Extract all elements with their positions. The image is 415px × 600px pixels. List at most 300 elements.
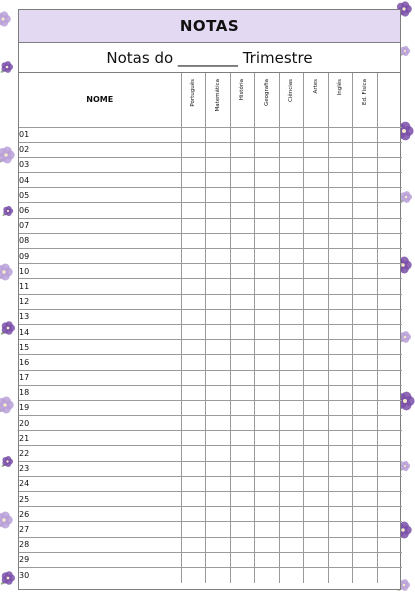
grade-cell[interactable] [353, 309, 378, 324]
grade-cell[interactable] [353, 127, 378, 142]
grade-cell[interactable] [377, 446, 402, 461]
student-name-cell[interactable]: 21 [19, 431, 181, 446]
grade-cell[interactable] [279, 157, 304, 172]
grade-cell[interactable] [230, 203, 255, 218]
grade-cell[interactable] [230, 279, 255, 294]
grade-cell[interactable] [279, 324, 304, 339]
grade-cell[interactable] [353, 446, 378, 461]
student-name-cell[interactable]: 19 [19, 400, 181, 415]
grade-cell[interactable] [377, 537, 402, 552]
grade-cell[interactable] [255, 294, 280, 309]
grade-cell[interactable] [279, 416, 304, 431]
grade-cell[interactable] [181, 461, 206, 476]
grade-cell[interactable] [328, 416, 353, 431]
grade-cell[interactable] [377, 157, 402, 172]
grade-cell[interactable] [328, 127, 353, 142]
grade-cell[interactable] [353, 522, 378, 537]
student-name-cell[interactable]: 24 [19, 476, 181, 491]
grade-cell[interactable] [230, 446, 255, 461]
grade-cell[interactable] [255, 249, 280, 264]
grade-cell[interactable] [230, 218, 255, 233]
grade-cell[interactable] [230, 370, 255, 385]
grade-cell[interactable] [304, 203, 329, 218]
grade-cell[interactable] [304, 173, 329, 188]
grade-cell[interactable] [304, 142, 329, 157]
grade-cell[interactable] [255, 446, 280, 461]
grade-cell[interactable] [328, 157, 353, 172]
grade-cell[interactable] [279, 355, 304, 370]
grade-cell[interactable] [279, 218, 304, 233]
grade-cell[interactable] [328, 249, 353, 264]
grade-cell[interactable] [279, 188, 304, 203]
grade-cell[interactable] [206, 522, 231, 537]
grade-cell[interactable] [279, 461, 304, 476]
grade-cell[interactable] [255, 492, 280, 507]
grade-cell[interactable] [230, 188, 255, 203]
student-name-cell[interactable]: 11 [19, 279, 181, 294]
grade-cell[interactable] [279, 522, 304, 537]
grade-cell[interactable] [181, 173, 206, 188]
grade-cell[interactable] [206, 173, 231, 188]
grade-cell[interactable] [255, 218, 280, 233]
student-name-cell[interactable]: 18 [19, 385, 181, 400]
grade-cell[interactable] [255, 476, 280, 491]
student-name-cell[interactable]: 03 [19, 157, 181, 172]
grade-cell[interactable] [279, 340, 304, 355]
grade-cell[interactable] [353, 324, 378, 339]
grade-cell[interactable] [304, 264, 329, 279]
grade-cell[interactable] [377, 142, 402, 157]
grade-cell[interactable] [206, 385, 231, 400]
grade-cell[interactable] [255, 522, 280, 537]
student-name-cell[interactable]: 28 [19, 537, 181, 552]
grade-cell[interactable] [304, 552, 329, 567]
grade-cell[interactable] [377, 400, 402, 415]
grade-cell[interactable] [230, 385, 255, 400]
grade-cell[interactable] [377, 127, 402, 142]
grade-cell[interactable] [206, 507, 231, 522]
grade-cell[interactable] [328, 309, 353, 324]
grade-cell[interactable] [328, 142, 353, 157]
grade-cell[interactable] [230, 324, 255, 339]
grade-cell[interactable] [279, 203, 304, 218]
grade-cell[interactable] [304, 446, 329, 461]
grade-cell[interactable] [328, 324, 353, 339]
grade-cell[interactable] [181, 340, 206, 355]
grade-cell[interactable] [328, 173, 353, 188]
grade-cell[interactable] [206, 294, 231, 309]
grade-cell[interactable] [377, 294, 402, 309]
grade-cell[interactable] [181, 264, 206, 279]
grade-cell[interactable] [328, 385, 353, 400]
student-name-cell[interactable]: 07 [19, 218, 181, 233]
grade-cell[interactable] [353, 157, 378, 172]
grade-cell[interactable] [181, 324, 206, 339]
grade-cell[interactable] [377, 567, 402, 582]
grade-cell[interactable] [377, 370, 402, 385]
grade-cell[interactable] [206, 142, 231, 157]
grade-cell[interactable] [353, 142, 378, 157]
grade-cell[interactable] [377, 522, 402, 537]
grade-cell[interactable] [353, 340, 378, 355]
grade-cell[interactable] [279, 233, 304, 248]
grade-cell[interactable] [181, 492, 206, 507]
grade-cell[interactable] [181, 294, 206, 309]
grade-cell[interactable] [279, 249, 304, 264]
grade-cell[interactable] [328, 476, 353, 491]
student-name-cell[interactable]: 06 [19, 203, 181, 218]
grade-cell[interactable] [377, 233, 402, 248]
grade-cell[interactable] [328, 370, 353, 385]
student-name-cell[interactable]: 22 [19, 446, 181, 461]
grade-cell[interactable] [377, 355, 402, 370]
grade-cell[interactable] [206, 431, 231, 446]
grade-cell[interactable] [206, 233, 231, 248]
grade-cell[interactable] [304, 385, 329, 400]
grade-cell[interactable] [279, 279, 304, 294]
grade-cell[interactable] [353, 233, 378, 248]
grade-cell[interactable] [279, 294, 304, 309]
grade-cell[interactable] [328, 507, 353, 522]
grade-cell[interactable] [206, 340, 231, 355]
grade-cell[interactable] [230, 507, 255, 522]
student-name-cell[interactable]: 12 [19, 294, 181, 309]
student-name-cell[interactable]: 29 [19, 552, 181, 567]
grade-cell[interactable] [230, 233, 255, 248]
grade-cell[interactable] [255, 385, 280, 400]
student-name-cell[interactable]: 14 [19, 324, 181, 339]
grade-cell[interactable] [353, 264, 378, 279]
student-name-cell[interactable]: 10 [19, 264, 181, 279]
student-name-cell[interactable]: 16 [19, 355, 181, 370]
grade-cell[interactable] [304, 476, 329, 491]
student-name-cell[interactable]: 23 [19, 461, 181, 476]
grade-cell[interactable] [206, 355, 231, 370]
grade-cell[interactable] [328, 552, 353, 567]
grade-cell[interactable] [304, 340, 329, 355]
grade-cell[interactable] [328, 264, 353, 279]
grade-cell[interactable] [328, 340, 353, 355]
grade-cell[interactable] [328, 431, 353, 446]
grade-cell[interactable] [181, 552, 206, 567]
grade-cell[interactable] [181, 188, 206, 203]
grade-cell[interactable] [206, 279, 231, 294]
grade-cell[interactable] [304, 416, 329, 431]
grade-cell[interactable] [304, 233, 329, 248]
grade-cell[interactable] [353, 416, 378, 431]
grade-cell[interactable] [328, 567, 353, 582]
student-name-cell[interactable]: 15 [19, 340, 181, 355]
grade-cell[interactable] [377, 552, 402, 567]
grade-cell[interactable] [206, 552, 231, 567]
grade-cell[interactable] [353, 203, 378, 218]
grade-cell[interactable] [279, 385, 304, 400]
grade-cell[interactable] [279, 142, 304, 157]
grade-cell[interactable] [304, 294, 329, 309]
grade-cell[interactable] [304, 461, 329, 476]
grade-cell[interactable] [255, 188, 280, 203]
grade-cell[interactable] [181, 233, 206, 248]
grade-cell[interactable] [255, 127, 280, 142]
grade-cell[interactable] [279, 446, 304, 461]
grade-cell[interactable] [181, 522, 206, 537]
student-name-cell[interactable]: 02 [19, 142, 181, 157]
grade-cell[interactable] [279, 567, 304, 582]
grade-cell[interactable] [377, 309, 402, 324]
grade-cell[interactable] [304, 324, 329, 339]
grade-cell[interactable] [206, 400, 231, 415]
grade-cell[interactable] [353, 400, 378, 415]
grade-cell[interactable] [279, 507, 304, 522]
grade-cell[interactable] [279, 400, 304, 415]
grade-cell[interactable] [230, 416, 255, 431]
grade-cell[interactable] [304, 567, 329, 582]
grade-cell[interactable] [230, 476, 255, 491]
grade-cell[interactable] [328, 233, 353, 248]
student-name-cell[interactable]: 04 [19, 173, 181, 188]
grade-cell[interactable] [304, 431, 329, 446]
grade-cell[interactable] [206, 370, 231, 385]
grade-cell[interactable] [206, 446, 231, 461]
grade-cell[interactable] [230, 294, 255, 309]
grade-cell[interactable] [328, 492, 353, 507]
grade-cell[interactable] [279, 127, 304, 142]
grade-cell[interactable] [255, 324, 280, 339]
grade-cell[interactable] [181, 476, 206, 491]
grade-cell[interactable] [181, 431, 206, 446]
student-name-cell[interactable]: 13 [19, 309, 181, 324]
grade-cell[interactable] [230, 461, 255, 476]
grade-cell[interactable] [279, 492, 304, 507]
grade-cell[interactable] [353, 492, 378, 507]
grade-cell[interactable] [255, 461, 280, 476]
grade-cell[interactable] [230, 157, 255, 172]
grade-cell[interactable] [377, 461, 402, 476]
student-name-cell[interactable]: 20 [19, 416, 181, 431]
grade-cell[interactable] [181, 157, 206, 172]
grade-cell[interactable] [353, 507, 378, 522]
grade-cell[interactable] [230, 552, 255, 567]
grade-cell[interactable] [206, 218, 231, 233]
grade-cell[interactable] [304, 249, 329, 264]
grade-cell[interactable] [181, 446, 206, 461]
grade-cell[interactable] [206, 416, 231, 431]
grade-cell[interactable] [377, 385, 402, 400]
grade-cell[interactable] [377, 173, 402, 188]
student-name-cell[interactable]: 09 [19, 249, 181, 264]
grade-cell[interactable] [353, 279, 378, 294]
grade-cell[interactable] [206, 249, 231, 264]
grade-cell[interactable] [328, 188, 353, 203]
grade-cell[interactable] [304, 157, 329, 172]
grade-cell[interactable] [255, 537, 280, 552]
grade-cell[interactable] [230, 492, 255, 507]
grade-cell[interactable] [353, 218, 378, 233]
grade-cell[interactable] [230, 400, 255, 415]
grade-cell[interactable] [279, 370, 304, 385]
grade-cell[interactable] [377, 492, 402, 507]
grade-cell[interactable] [255, 370, 280, 385]
grade-cell[interactable] [230, 173, 255, 188]
grade-cell[interactable] [279, 173, 304, 188]
grade-cell[interactable] [181, 537, 206, 552]
grade-cell[interactable] [255, 400, 280, 415]
grade-cell[interactable] [255, 507, 280, 522]
student-name-cell[interactable]: 26 [19, 507, 181, 522]
grade-cell[interactable] [181, 370, 206, 385]
grade-cell[interactable] [304, 309, 329, 324]
grade-cell[interactable] [353, 294, 378, 309]
grade-cell[interactable] [181, 249, 206, 264]
grade-cell[interactable] [181, 385, 206, 400]
grade-cell[interactable] [353, 188, 378, 203]
grade-cell[interactable] [377, 431, 402, 446]
grade-cell[interactable] [328, 400, 353, 415]
grade-cell[interactable] [328, 279, 353, 294]
grade-cell[interactable] [304, 507, 329, 522]
grade-cell[interactable] [230, 537, 255, 552]
grade-cell[interactable] [230, 522, 255, 537]
grade-cell[interactable] [206, 309, 231, 324]
grade-cell[interactable] [328, 218, 353, 233]
grade-cell[interactable] [230, 340, 255, 355]
grade-cell[interactable] [230, 431, 255, 446]
grade-cell[interactable] [328, 537, 353, 552]
grade-cell[interactable] [255, 355, 280, 370]
student-name-cell[interactable]: 17 [19, 370, 181, 385]
grade-cell[interactable] [353, 249, 378, 264]
grade-cell[interactable] [230, 142, 255, 157]
grade-cell[interactable] [230, 567, 255, 582]
grade-cell[interactable] [353, 385, 378, 400]
grade-cell[interactable] [304, 127, 329, 142]
grade-cell[interactable] [353, 476, 378, 491]
grade-cell[interactable] [206, 461, 231, 476]
grade-cell[interactable] [377, 324, 402, 339]
grade-cell[interactable] [304, 400, 329, 415]
grade-cell[interactable] [181, 355, 206, 370]
grade-cell[interactable] [328, 355, 353, 370]
grade-cell[interactable] [181, 127, 206, 142]
grade-cell[interactable] [230, 355, 255, 370]
grade-cell[interactable] [230, 127, 255, 142]
grade-cell[interactable] [304, 279, 329, 294]
grade-cell[interactable] [255, 203, 280, 218]
grade-cell[interactable] [377, 249, 402, 264]
student-name-cell[interactable]: 25 [19, 492, 181, 507]
student-name-cell[interactable]: 01 [19, 127, 181, 142]
grade-cell[interactable] [230, 264, 255, 279]
student-name-cell[interactable]: 27 [19, 522, 181, 537]
grade-cell[interactable] [206, 492, 231, 507]
grade-cell[interactable] [279, 264, 304, 279]
grade-cell[interactable] [255, 142, 280, 157]
grade-cell[interactable] [304, 188, 329, 203]
grade-cell[interactable] [206, 324, 231, 339]
grade-cell[interactable] [279, 552, 304, 567]
grade-cell[interactable] [255, 567, 280, 582]
grade-cell[interactable] [255, 416, 280, 431]
grade-cell[interactable] [377, 279, 402, 294]
student-name-cell[interactable]: 08 [19, 233, 181, 248]
grade-cell[interactable] [206, 537, 231, 552]
grade-cell[interactable] [377, 264, 402, 279]
grade-cell[interactable] [279, 476, 304, 491]
grade-cell[interactable] [279, 431, 304, 446]
grade-cell[interactable] [230, 249, 255, 264]
grade-cell[interactable] [377, 188, 402, 203]
grade-cell[interactable] [304, 370, 329, 385]
grade-cell[interactable] [353, 567, 378, 582]
student-name-cell[interactable]: 05 [19, 188, 181, 203]
grade-cell[interactable] [255, 309, 280, 324]
grade-cell[interactable] [181, 142, 206, 157]
grade-cell[interactable] [377, 416, 402, 431]
grade-cell[interactable] [255, 157, 280, 172]
grade-cell[interactable] [353, 355, 378, 370]
grade-cell[interactable] [377, 203, 402, 218]
grade-cell[interactable] [353, 431, 378, 446]
grade-cell[interactable] [206, 476, 231, 491]
grade-cell[interactable] [377, 507, 402, 522]
grade-cell[interactable] [377, 218, 402, 233]
grade-cell[interactable] [353, 461, 378, 476]
grade-cell[interactable] [255, 233, 280, 248]
grade-cell[interactable] [181, 218, 206, 233]
grade-cell[interactable] [304, 537, 329, 552]
grade-cell[interactable] [181, 203, 206, 218]
grade-cell[interactable] [255, 279, 280, 294]
grade-cell[interactable] [206, 157, 231, 172]
grade-cell[interactable] [255, 340, 280, 355]
student-name-cell[interactable]: 30 [19, 567, 181, 582]
grade-cell[interactable] [206, 127, 231, 142]
grade-cell[interactable] [206, 264, 231, 279]
grade-cell[interactable] [304, 355, 329, 370]
grade-cell[interactable] [181, 416, 206, 431]
grade-cell[interactable] [304, 492, 329, 507]
grade-cell[interactable] [206, 188, 231, 203]
grade-cell[interactable] [328, 294, 353, 309]
grade-cell[interactable] [181, 507, 206, 522]
grade-cell[interactable] [255, 264, 280, 279]
grade-cell[interactable] [353, 370, 378, 385]
grade-cell[interactable] [181, 279, 206, 294]
grade-cell[interactable] [181, 309, 206, 324]
grade-cell[interactable] [304, 522, 329, 537]
grade-cell[interactable] [328, 203, 353, 218]
grade-cell[interactable] [377, 476, 402, 491]
grade-cell[interactable] [255, 431, 280, 446]
grade-cell[interactable] [304, 218, 329, 233]
grade-cell[interactable] [328, 446, 353, 461]
grade-cell[interactable] [206, 203, 231, 218]
grade-cell[interactable] [377, 340, 402, 355]
grade-cell[interactable] [279, 537, 304, 552]
grade-cell[interactable] [181, 567, 206, 582]
grade-cell[interactable] [353, 552, 378, 567]
grade-cell[interactable] [230, 309, 255, 324]
grade-cell[interactable] [255, 173, 280, 188]
grade-cell[interactable] [328, 461, 353, 476]
grade-cell[interactable] [279, 309, 304, 324]
grade-cell[interactable] [353, 173, 378, 188]
grade-cell[interactable] [328, 522, 353, 537]
grade-cell[interactable] [181, 400, 206, 415]
grade-cell[interactable] [353, 537, 378, 552]
grade-cell[interactable] [255, 552, 280, 567]
grade-cell[interactable] [206, 567, 231, 582]
